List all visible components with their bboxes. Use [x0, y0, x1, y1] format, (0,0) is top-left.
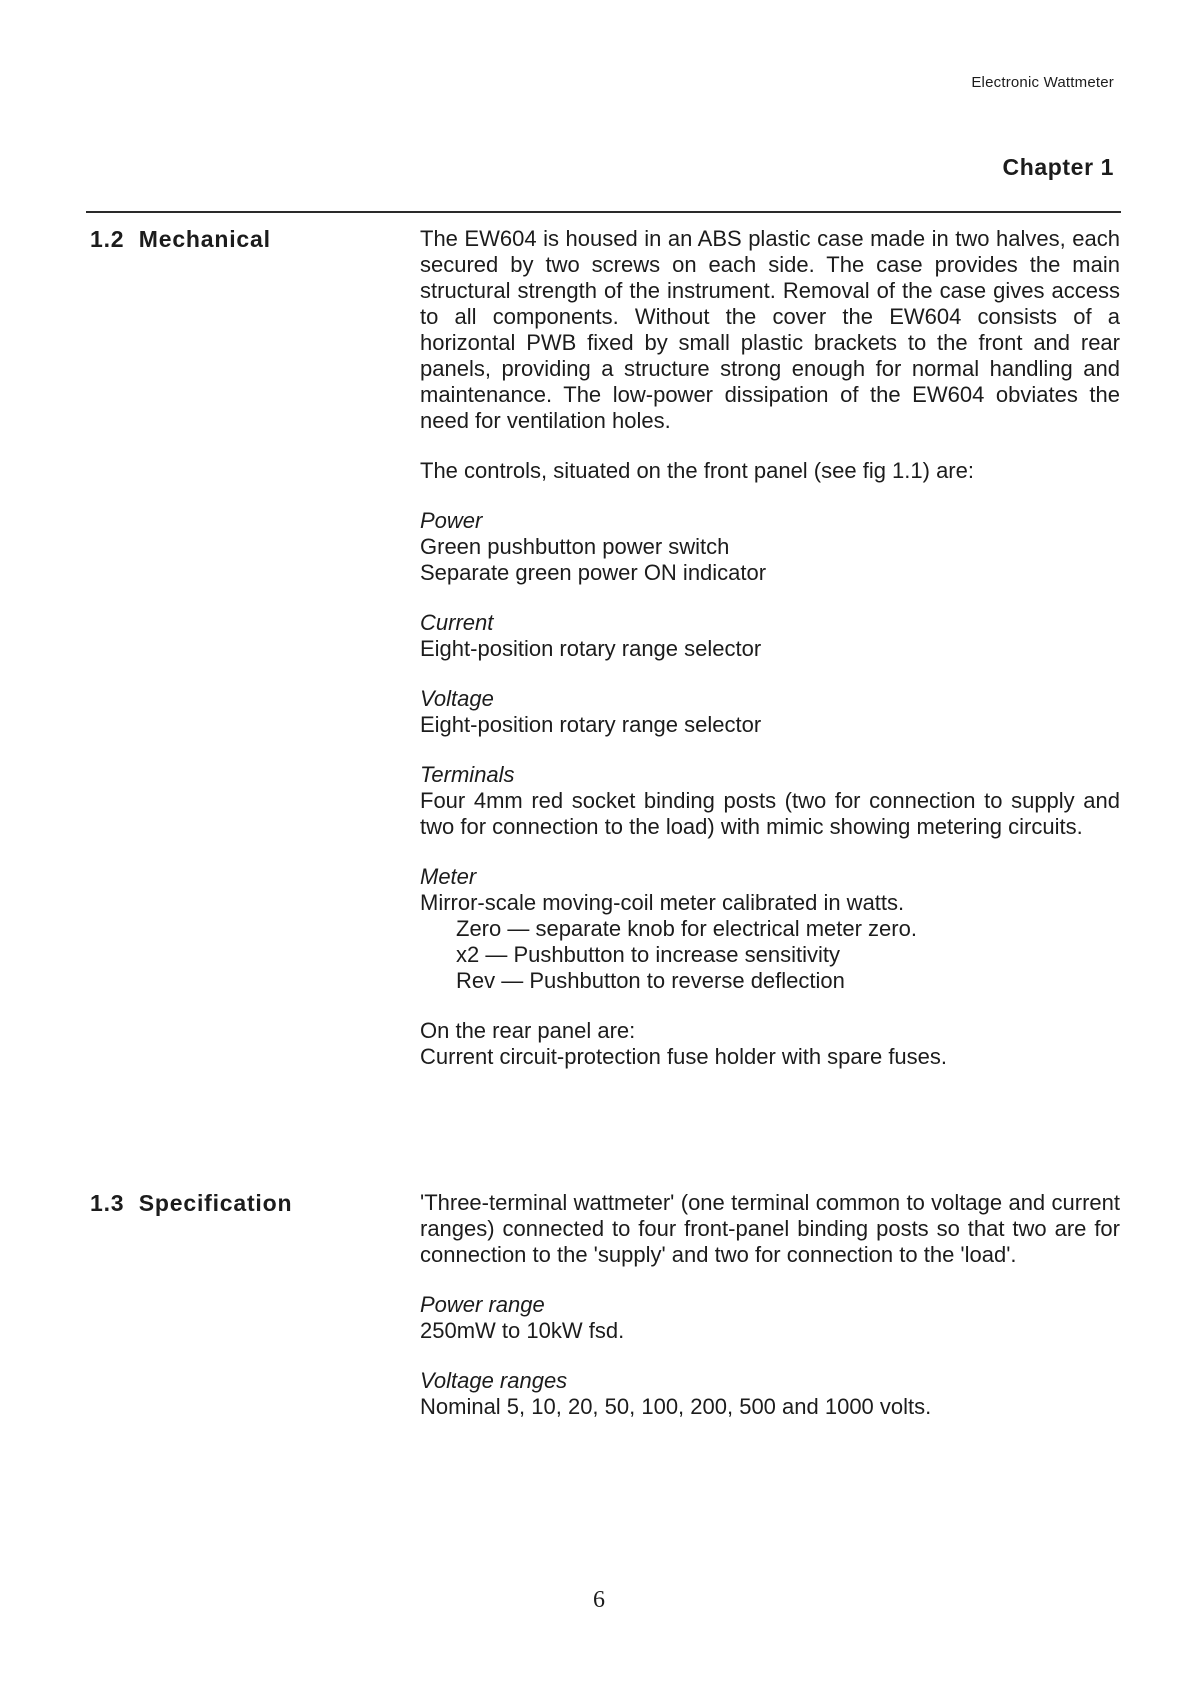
item-line: Separate green power ON indicator [420, 560, 767, 585]
section-heading-specification [90, 1190, 292, 1217]
item-title: Power [420, 508, 483, 533]
meter-zero: Zero — separate knob for electrical meter zero. [456, 916, 917, 941]
item-line: Current circuit-protection fuse holder with spare fuses. [420, 1044, 948, 1069]
item-title: Current [420, 610, 494, 635]
header-rule [86, 211, 1121, 213]
page-number: 6 [593, 1587, 605, 1613]
section-number: 1.2 [90, 226, 125, 252]
item-title: Power range [420, 1292, 545, 1317]
control-terminals [420, 762, 1120, 840]
item-line: Nominal 5, 10, 20, 50, 100, 200, 500 and 1000 volts. [420, 1394, 932, 1419]
control-current [420, 610, 1120, 662]
mechanical-intro: The EW604 is housed in an ABS plastic case made in two halves, each secured by two screws on each side. The case provides the main structural strength of the instrument. Removal of the case gives access to all components. Without the cover the EW604 consists of a horizontal PWB fixed by small plastic brackets to the front and rear panels, providing a structure strong enough for normal handling and maintenance. The low-power dissipation of the EW604 obviates the need for ventilation holes. [420, 226, 1120, 433]
section-heading-mechanical [90, 226, 271, 253]
item-line: Mirror-scale moving-coil meter calibrated in watts. [420, 890, 905, 915]
section-body-specification [420, 1190, 1120, 1444]
spec-power-range [420, 1292, 1120, 1344]
item-title: Meter [420, 864, 477, 889]
control-voltage [420, 686, 1120, 738]
meter-x2: x2 — Pushbutton to increase sensitivity [456, 942, 840, 967]
item-line: On the rear panel are: [420, 1018, 636, 1043]
item-line: Green pushbutton power switch [420, 534, 730, 559]
spec-voltage-ranges [420, 1368, 1120, 1420]
item-title: Voltage [420, 686, 494, 711]
item-text: Four 4mm red socket binding posts (two for connection to supply and two for connection to the load) with mimic showing metering circuits. [420, 788, 1120, 839]
control-power [420, 508, 1120, 586]
item-line: 250mW to 10kW fsd. [420, 1318, 625, 1343]
section-title: Specification [138, 1190, 293, 1216]
item-line: Eight-position rotary range selector [420, 636, 762, 661]
running-title: Electronic Wattmeter [971, 74, 1114, 91]
item-title: Voltage ranges [420, 1368, 568, 1393]
section-body-mechanical [420, 226, 1120, 1094]
meter-rev: Rev — Pushbutton to reverse deflection [456, 968, 845, 993]
chapter-label: Chapter 1 [1002, 154, 1114, 180]
specification-intro: 'Three-terminal wattmeter' (one terminal common to voltage and current ranges) connected to four front-panel binding posts so that two are for connection to the 'supply' and two for connection to the 'load'. [420, 1190, 1120, 1267]
section-title: Mechanical [138, 226, 271, 252]
section-number: 1.3 [90, 1190, 125, 1216]
controls-intro: The controls, situated on the front panel (see fig 1.1) are: [420, 458, 974, 483]
item-title: Terminals [420, 762, 515, 787]
control-meter [420, 864, 1120, 994]
rear-panel [420, 1018, 1120, 1070]
item-line: Eight-position rotary range selector [420, 712, 762, 737]
